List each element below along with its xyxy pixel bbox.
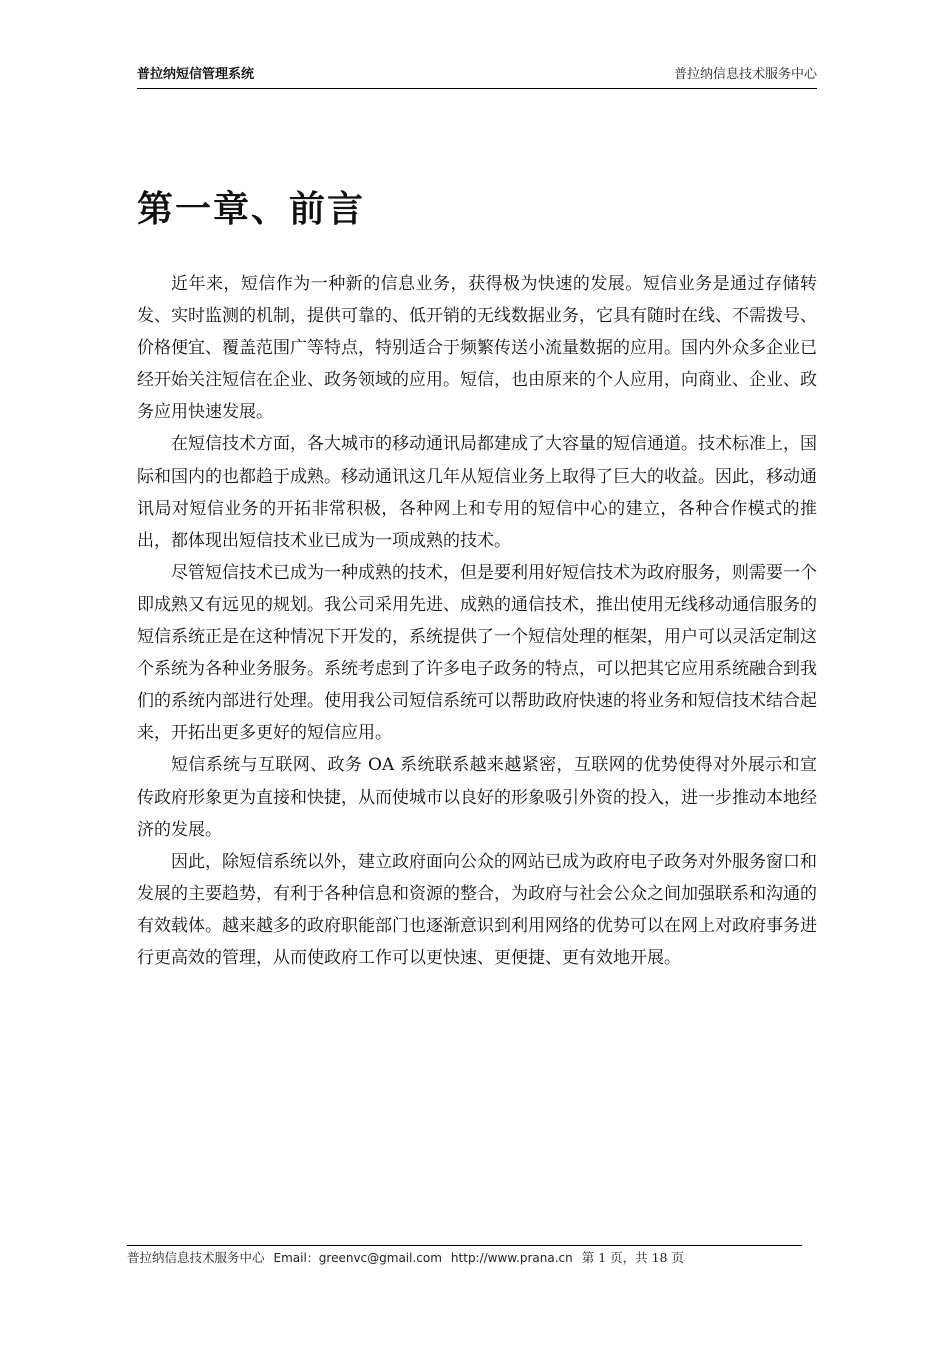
page-footer xyxy=(127,1245,802,1266)
paragraph-3: 尽管短信技术已成为一种成熟的技术，但是要利用好短信技术为政府服务，则需要一个即成熟又有远见的规划。我公司采用先进、成熟的通信技术，推出使用无线移动通信服务的短信系统正是在这种情况下开发的，系统提供了一个短信处理的框架，用户可以灵活定制这个系统为各种业务服务。系统考虑到了许多电子政务的特点，可以把其它应用系统融合到我们的系统内部进行处理。使用我公司短信系统可以帮助政府快速的将业务和短信技术结合起来，开拓出更多更好的短信应用。 xyxy=(137,562,817,744)
paragraph-4: 短信系统与互联网、政务 OA 系统联系越来越紧密，互联网的优势使得对外展示和宣传政府形象更为直接和快捷，从而使城市以良好的形象吸引外资的投入，进一步推动本地经济的发展。 xyxy=(137,755,817,840)
page-header xyxy=(137,66,817,89)
footer-page-number: 第 1 页，共 18 页 xyxy=(581,1250,684,1265)
paragraph-5: 因此，除短信系统以外，建立政府面向公众的网站已成为政府电子政务对外服务窗口和发展的主要趋势，有利于各种信息和资源的整合，为政府与社会公众之间加强联系和沟通的有效载体。越来越多的政府职能部门也逐渐意识到利用网络的优势可以在网上对政府事务进行更高效的管理，从而使政府工作可以更快速、更便捷、更有效地开展。 xyxy=(137,851,817,968)
footer-organization: 普拉纳信息技术服务中心 xyxy=(127,1250,265,1265)
footer-email: Email：greenvc@gmail.com xyxy=(273,1251,442,1265)
chapter-title: 第一章、前言 xyxy=(137,188,366,230)
paragraph-1: 近年来，短信作为一种新的信息业务，获得极为快速的发展。短信业务是通过存储转发、实时监测的机制，提供可靠的、低开销的无线数据业务，它具有随时在线、不需拨号、价格便宜、覆盖范围广等特点，特别适合于频繁传送小流量数据的应用。国内外众多企业已经开始关注短信在企业、政务领域的应用。短信，也由原来的个人应用，向商业、企业、政务应用快速发展。 xyxy=(137,274,817,423)
paragraph-2: 在短信技术方面，各大城市的移动通讯局都建成了大容量的短信通道。技术标准上，国际和国内的也都趋于成熟。移动通讯这几年从短信业务上取得了巨大的收益。因此，移动通讯局对短信业务的开拓非常积极，各种网上和专用的短信中心的建立，各种合作模式的推出，都体现出短信技术业已成为一项成熟的技术。 xyxy=(137,434,817,551)
header-system-name: 普拉纳短信管理系统 xyxy=(137,67,255,82)
header-organization: 普拉纳信息技术服务中心 xyxy=(673,67,817,82)
footer-website: http://www.prana.cn xyxy=(450,1251,573,1265)
body-text xyxy=(137,268,817,974)
